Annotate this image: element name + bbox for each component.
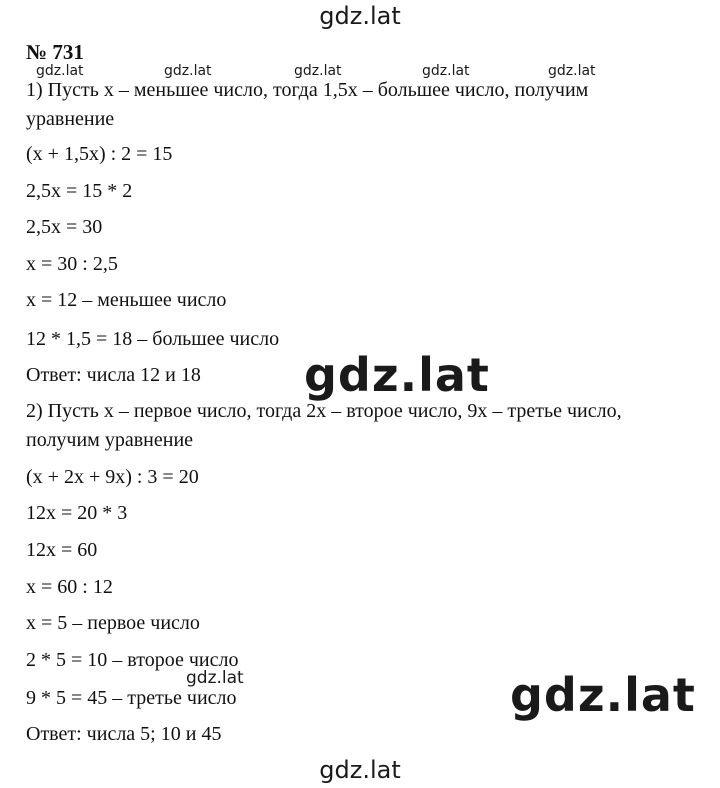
solution-line: х = 30 : 2,5 xyxy=(26,253,118,275)
watermark-small: gdz.lat xyxy=(422,63,470,79)
solution-line: 2) Пусть х – первое число, тогда 2х – второе число, 9х – третье число, xyxy=(26,400,622,422)
solution-line: 12х = 20 * 3 xyxy=(26,502,128,524)
watermark-large: gdz.lat xyxy=(510,668,696,722)
watermark-small: gdz.lat xyxy=(164,63,212,79)
solution-line: х = 12 – меньшее число xyxy=(26,289,227,311)
problem-number: № 731 xyxy=(26,40,84,64)
watermark-small: gdz.lat xyxy=(36,63,84,79)
solution-line: (х + 2х + 9х) : 3 = 20 xyxy=(26,466,199,488)
solution-line: х = 60 : 12 xyxy=(26,576,113,598)
solution-line: 12 * 1,5 = 18 – большее число xyxy=(26,328,280,350)
answer-line: Ответ: числа 5; 10 и 45 xyxy=(26,723,222,745)
solution-line: 1) Пусть х – меньшее число, тогда 1,5х – большее число, получим xyxy=(26,79,589,101)
solution-line: уравнение xyxy=(26,108,115,130)
watermark-bottom: gdz.lat xyxy=(319,756,401,784)
solution-line: 9 * 5 = 45 – третье число xyxy=(26,687,237,709)
solution-line: получим уравнение xyxy=(26,429,194,451)
watermark-small: gdz.lat xyxy=(294,63,342,79)
solution-line: 2,5х = 30 xyxy=(26,216,103,238)
watermark-small: gdz.lat xyxy=(186,668,244,688)
solution-line: 2,5х = 15 * 2 xyxy=(26,180,133,202)
solution-line: х = 5 – первое число xyxy=(26,612,200,634)
watermark-large: gdz.lat xyxy=(304,348,490,402)
watermark-top: gdz.lat xyxy=(319,2,401,30)
watermark-small: gdz.lat xyxy=(548,63,596,79)
answer-line: Ответ: числа 12 и 18 xyxy=(26,364,201,386)
solution-line: 12х = 60 xyxy=(26,539,98,561)
solution-line: 2 * 5 = 10 – второе число xyxy=(26,649,239,671)
solution-line: (х + 1,5х) : 2 = 15 xyxy=(26,143,173,165)
